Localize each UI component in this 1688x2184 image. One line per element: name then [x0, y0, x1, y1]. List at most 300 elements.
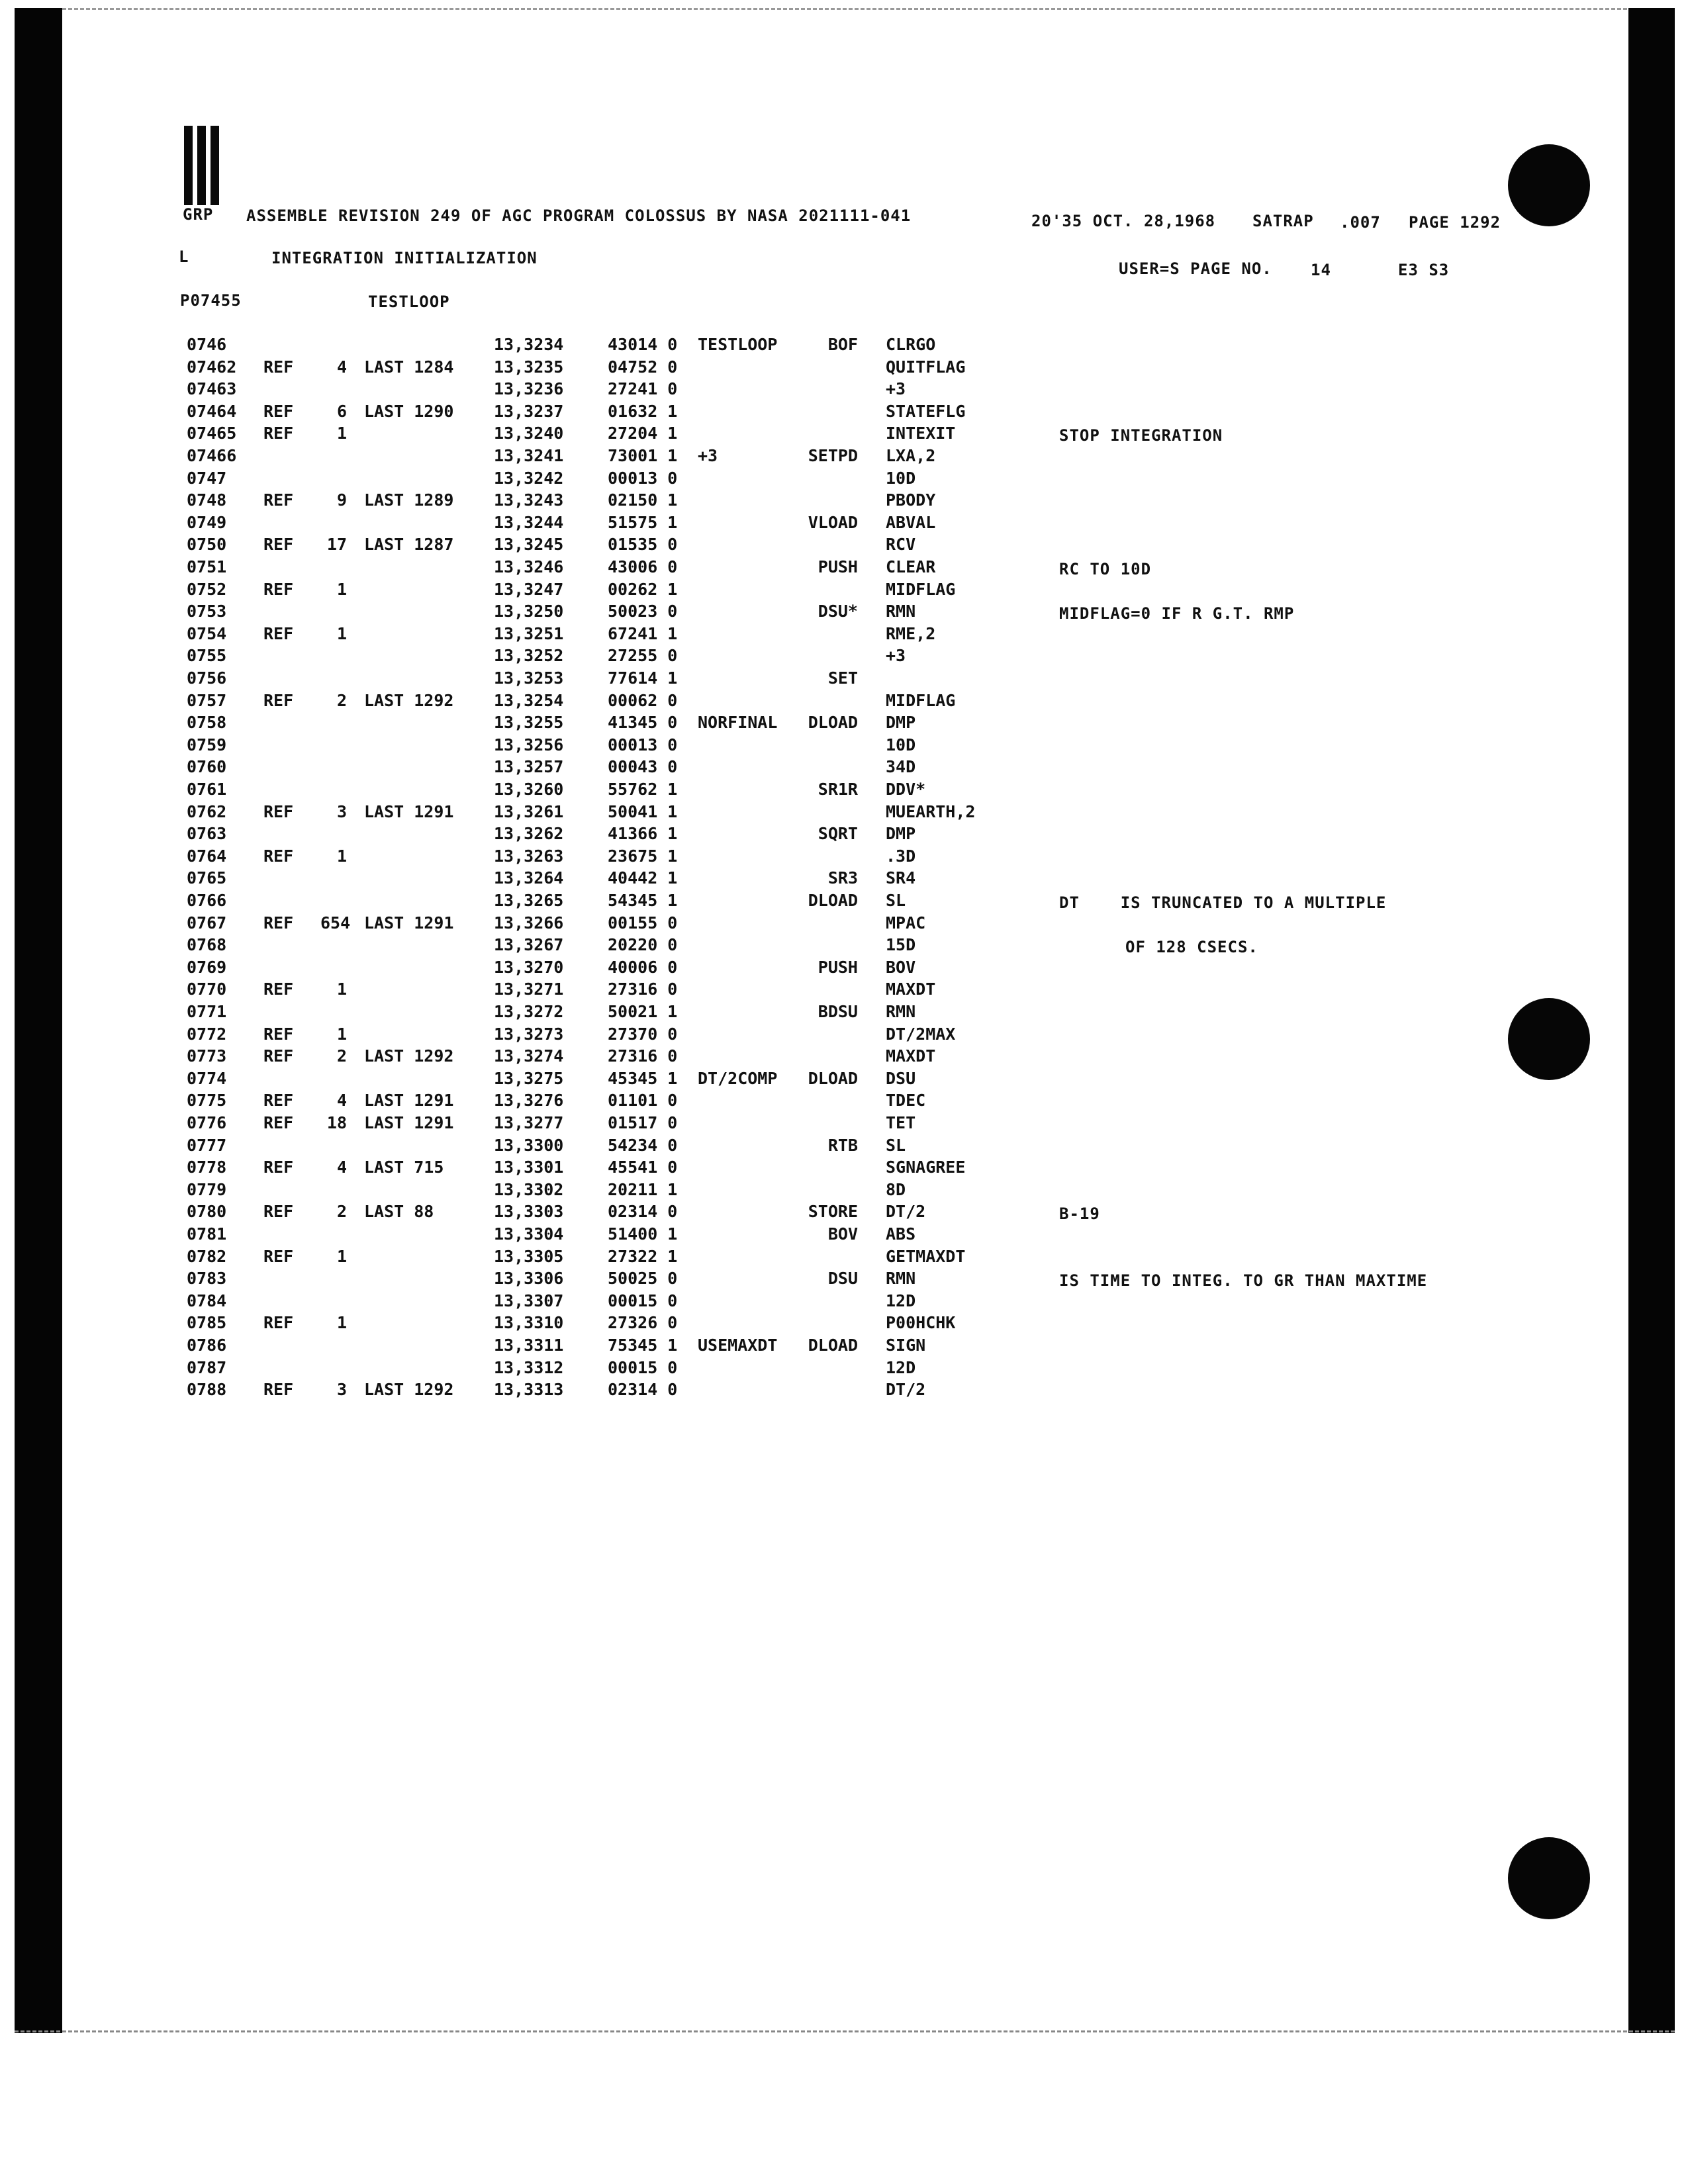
- ref-count: 2: [336, 1046, 347, 1066]
- line-number: 0782: [187, 1246, 227, 1266]
- line-number: 0760: [187, 757, 227, 777]
- ref-marker: REF: [263, 1024, 294, 1044]
- octal-code: 00015 0: [608, 1357, 678, 1377]
- listing-title: ASSEMBLE REVISION 249 OF AGC PROGRAM COLOSSUS BY NASA 2021111-041: [246, 206, 912, 225]
- address: 13,3236: [494, 379, 564, 399]
- operand: 8D: [886, 1179, 906, 1199]
- ref-count: 3: [336, 801, 347, 821]
- line-number: 0759: [187, 735, 227, 754]
- address: 13,3260: [494, 780, 564, 799]
- line-number: 0788: [187, 1380, 227, 1400]
- ref-count: 6: [336, 401, 347, 421]
- address: 13,3265: [494, 891, 564, 910]
- marker-bar: [197, 126, 206, 205]
- operand: MIDFLAG: [886, 579, 956, 599]
- punch-hole-bottom: [1508, 1837, 1590, 1919]
- address: 13,3261: [494, 801, 564, 821]
- ref-count: 4: [336, 1158, 347, 1177]
- ref-marker: REF: [263, 1158, 294, 1177]
- opcode: RTB: [827, 1135, 858, 1155]
- last-ref: LAST 1287: [364, 535, 454, 555]
- octal-code: 00015 0: [608, 1291, 678, 1310]
- address: 13,3244: [494, 512, 564, 532]
- operand: DT/2: [886, 1202, 926, 1222]
- address: 13,3272: [494, 1002, 564, 1021]
- last-ref: LAST 1290: [364, 401, 454, 421]
- section-title: INTEGRATION INITIALIZATION: [271, 249, 538, 267]
- opcode: STORE: [808, 1202, 858, 1222]
- operand: MAXDT: [886, 1046, 936, 1066]
- line-number: 07464: [187, 401, 237, 421]
- symbol-label: NORFINAL: [698, 713, 778, 733]
- opcode: VLOAD: [808, 512, 858, 532]
- p-label: P07455: [180, 291, 242, 310]
- operand: .3D: [886, 846, 916, 866]
- operand: MAXDT: [886, 979, 936, 999]
- address: 13,3276: [494, 1091, 564, 1111]
- octal-code: 67241 1: [608, 623, 678, 643]
- operand: 34D: [886, 757, 916, 777]
- octal-code: 27316 0: [608, 979, 678, 999]
- line-number: 0780: [187, 1202, 227, 1222]
- comment-text: DT IS TRUNCATED TO A MULTIPLE: [1059, 893, 1387, 912]
- operand: RCV: [886, 535, 916, 555]
- octal-code: 43006 0: [608, 557, 678, 576]
- listing-datetime: 20'35 OCT. 28,1968: [1031, 212, 1216, 230]
- address: 13,3245: [494, 535, 564, 555]
- octal-code: 45541 0: [608, 1158, 678, 1177]
- operand: SL: [886, 891, 906, 910]
- symbol-label: TESTLOOP: [698, 335, 778, 354]
- ref-count: 4: [336, 1091, 347, 1111]
- ref-count: 1: [336, 1313, 347, 1333]
- line-number: 0774: [187, 1068, 227, 1088]
- operand: TET: [886, 1113, 916, 1132]
- line-number: 0749: [187, 512, 227, 532]
- ref-count: 654: [320, 913, 351, 933]
- line-number: 0777: [187, 1135, 227, 1155]
- operand: RMN: [886, 602, 916, 621]
- operand: SGNAGREE: [886, 1158, 966, 1177]
- operand: 15D: [886, 935, 916, 955]
- line-number: 0785: [187, 1313, 227, 1333]
- opcode: BOV: [827, 1224, 858, 1244]
- line-number: 0751: [187, 557, 227, 576]
- ref-marker: REF: [263, 1202, 294, 1222]
- address: 13,3313: [494, 1380, 564, 1400]
- octal-code: 27326 0: [608, 1313, 678, 1333]
- octal-code: 27316 0: [608, 1046, 678, 1066]
- operand: RME,2: [886, 623, 936, 643]
- comment-text: RC TO 10D: [1059, 560, 1152, 578]
- last-ref: LAST 1284: [364, 357, 454, 377]
- octal-code: 00262 1: [608, 579, 678, 599]
- l-label: L: [179, 248, 189, 266]
- ref-marker: REF: [263, 1091, 294, 1111]
- octal-code: 50025 0: [608, 1269, 678, 1289]
- opcode: DLOAD: [808, 891, 858, 910]
- last-ref: LAST 1291: [364, 1091, 454, 1111]
- octal-code: 00013 0: [608, 468, 678, 488]
- octal-code: 40006 0: [608, 957, 678, 977]
- address: 13,3267: [494, 935, 564, 955]
- ref-count: 17: [326, 535, 347, 555]
- scan-border-left: [15, 8, 62, 2033]
- line-number: 0758: [187, 713, 227, 733]
- address: 13,3254: [494, 690, 564, 710]
- address: 13,3274: [494, 1046, 564, 1066]
- last-ref: LAST 715: [364, 1158, 444, 1177]
- last-ref: LAST 1292: [364, 690, 454, 710]
- ref-marker: REF: [263, 690, 294, 710]
- ref-marker: REF: [263, 913, 294, 933]
- operand: SIGN: [886, 1336, 926, 1355]
- routine-name: TESTLOOP: [368, 293, 450, 311]
- operand: GETMAXDT: [886, 1246, 966, 1266]
- octal-code: 20220 0: [608, 935, 678, 955]
- operand: +3: [886, 646, 906, 666]
- address: 13,3241: [494, 446, 564, 465]
- line-number: 07466: [187, 446, 237, 465]
- opcode: DSU*: [818, 602, 858, 621]
- address: 13,3237: [494, 401, 564, 421]
- last-ref: LAST 1291: [364, 913, 454, 933]
- operand: RMN: [886, 1269, 916, 1289]
- comment-text: IS TIME TO INTEG. TO GR THAN MAXTIME: [1059, 1271, 1428, 1291]
- ref-marker: REF: [263, 357, 294, 377]
- last-ref: LAST 1291: [364, 801, 454, 821]
- operand: MUEARTH,2: [886, 801, 976, 821]
- operand: CLRGO: [886, 335, 936, 354]
- ref-marker: REF: [263, 424, 294, 443]
- line-number: 0767: [187, 913, 227, 933]
- octal-code: 01632 1: [608, 401, 678, 421]
- address: 13,3246: [494, 557, 564, 576]
- line-number: 07463: [187, 379, 237, 399]
- last-ref: LAST 88: [364, 1202, 434, 1222]
- operand: MPAC: [886, 913, 926, 933]
- octal-code: 45345 1: [608, 1068, 678, 1088]
- ref-marker: REF: [263, 1046, 294, 1066]
- address: 13,3262: [494, 824, 564, 844]
- address: 13,3240: [494, 424, 564, 443]
- ref-marker: REF: [263, 579, 294, 599]
- operand: RMN: [886, 1002, 916, 1021]
- octal-code: 00013 0: [608, 735, 678, 754]
- opcode: PUSH: [818, 557, 858, 576]
- line-number: 0762: [187, 801, 227, 821]
- page-number: PAGE 1292: [1409, 213, 1501, 232]
- address: 13,3305: [494, 1246, 564, 1266]
- line-number: 07465: [187, 424, 237, 443]
- ref-marker: REF: [263, 1246, 294, 1266]
- address: 13,3307: [494, 1291, 564, 1310]
- line-number: 0768: [187, 935, 227, 955]
- address: 13,3301: [494, 1158, 564, 1177]
- comment-text: OF 128 CSECS.: [1125, 938, 1258, 957]
- tractor-feed-edge-bottom: [15, 2030, 1675, 2035]
- operand: SL: [886, 1135, 906, 1155]
- octal-code: 04752 0: [608, 357, 678, 377]
- octal-code: 20211 1: [608, 1179, 678, 1199]
- line-number: 0786: [187, 1336, 227, 1355]
- address: 13,3257: [494, 757, 564, 777]
- line-number: 0770: [187, 979, 227, 999]
- comment-text: STOP INTEGRATION: [1059, 426, 1223, 445]
- line-number: 0771: [187, 1002, 227, 1021]
- line-number: 0756: [187, 668, 227, 688]
- address: 13,3264: [494, 868, 564, 888]
- opcode: DLOAD: [808, 1068, 858, 1088]
- address: 13,3302: [494, 1179, 564, 1199]
- comment-text: B-19: [1059, 1205, 1100, 1224]
- ref-marker: REF: [263, 979, 294, 999]
- operand: MIDFLAG: [886, 690, 956, 710]
- line-number: 0761: [187, 780, 227, 799]
- octal-code: 02150 1: [608, 490, 678, 510]
- ref-count: 1: [336, 424, 347, 443]
- marker-bar: [184, 126, 193, 205]
- octal-code: 02314 0: [608, 1380, 678, 1400]
- octal-code: 75345 1: [608, 1336, 678, 1355]
- last-ref: LAST 1292: [364, 1380, 454, 1400]
- operand: LXA,2: [886, 446, 936, 465]
- operand: 10D: [886, 735, 916, 754]
- user-page-label: USER=S PAGE NO.: [1119, 259, 1272, 278]
- address: 13,3275: [494, 1068, 564, 1088]
- operand: PBODY: [886, 490, 936, 510]
- address: 13,3242: [494, 468, 564, 488]
- address: 13,3256: [494, 735, 564, 754]
- line-number: 0772: [187, 1024, 227, 1044]
- octal-code: 55762 1: [608, 780, 678, 799]
- octal-code: 51400 1: [608, 1224, 678, 1244]
- scan-border-right: [1628, 8, 1675, 2033]
- ref-count: 1: [336, 979, 347, 999]
- address: 13,3266: [494, 913, 564, 933]
- opcode: SR3: [827, 868, 858, 888]
- line-number: 0752: [187, 579, 227, 599]
- operand: DT/2MAX: [886, 1024, 956, 1044]
- address: 13,3270: [494, 957, 564, 977]
- opcode: SETPD: [808, 446, 858, 465]
- line-number: 0775: [187, 1091, 227, 1111]
- address: 13,3263: [494, 846, 564, 866]
- operand: ABS: [886, 1224, 916, 1244]
- listing-satrap: SATRAP: [1252, 212, 1314, 230]
- octal-code: 50041 1: [608, 801, 678, 821]
- octal-code: 01535 0: [608, 535, 678, 555]
- opcode: BOF: [827, 335, 858, 354]
- operand: TDEC: [886, 1091, 926, 1111]
- octal-code: 00155 0: [608, 913, 678, 933]
- ref-count: 1: [336, 846, 347, 866]
- address: 13,3252: [494, 646, 564, 666]
- opcode: SR1R: [818, 780, 858, 799]
- line-number: 0755: [187, 646, 227, 666]
- address: 13,3304: [494, 1224, 564, 1244]
- ref-marker: REF: [263, 846, 294, 866]
- ref-count: 2: [336, 690, 347, 710]
- address: 13,3306: [494, 1269, 564, 1289]
- octal-code: 54234 0: [608, 1135, 678, 1155]
- line-number: 0753: [187, 602, 227, 621]
- octal-code: 27322 1: [608, 1246, 678, 1266]
- octal-code: 00062 0: [608, 690, 678, 710]
- punch-hole-top: [1508, 144, 1590, 226]
- address: 13,3303: [494, 1202, 564, 1222]
- octal-code: 40442 1: [608, 868, 678, 888]
- line-number: 0746: [187, 335, 227, 354]
- line-number: 0754: [187, 623, 227, 643]
- line-number: 07462: [187, 357, 237, 377]
- address: 13,3277: [494, 1113, 564, 1132]
- line-number: 0765: [187, 868, 227, 888]
- ref-marker: REF: [263, 623, 294, 643]
- line-number: 0748: [187, 490, 227, 510]
- octal-code: 50021 1: [608, 1002, 678, 1021]
- octal-code: 01517 0: [608, 1113, 678, 1132]
- symbol-label: DT/2COMP: [698, 1068, 778, 1088]
- operand: P00HCHK: [886, 1313, 956, 1333]
- octal-code: 27241 0: [608, 379, 678, 399]
- octal-code: 51575 1: [608, 512, 678, 532]
- ref-count: 1: [336, 579, 347, 599]
- operand: INTEXIT: [886, 424, 956, 443]
- octal-code: 27255 0: [608, 646, 678, 666]
- line-number: 0769: [187, 957, 227, 977]
- address: 13,3255: [494, 713, 564, 733]
- comment-text: MIDFLAG=0 IF R G.T. RMP: [1059, 604, 1295, 623]
- octal-code: 73001 1: [608, 446, 678, 465]
- last-ref: LAST 1291: [364, 1113, 454, 1132]
- octal-code: 23675 1: [608, 846, 678, 866]
- operand: QUITFLAG: [886, 357, 966, 377]
- line-number: 0787: [187, 1357, 227, 1377]
- address: 13,3300: [494, 1135, 564, 1155]
- ref-count: 2: [336, 1202, 347, 1222]
- octal-code: 77614 1: [608, 668, 678, 688]
- opcode: DLOAD: [808, 1336, 858, 1355]
- user-page-number: 14: [1311, 261, 1331, 279]
- address: 13,3250: [494, 602, 564, 621]
- last-ref: LAST 1292: [364, 1046, 454, 1066]
- ref-count: 18: [326, 1113, 347, 1132]
- ref-marker: REF: [263, 490, 294, 510]
- octal-code: 01101 0: [608, 1091, 678, 1111]
- operand: SR4: [886, 868, 916, 888]
- opcode: BDSU: [818, 1002, 858, 1021]
- operand: BOV: [886, 957, 916, 977]
- line-number: 0757: [187, 690, 227, 710]
- opcode: SQRT: [818, 824, 858, 844]
- grp-label: GRP: [183, 205, 214, 224]
- operand: DT/2: [886, 1380, 926, 1400]
- address: 13,3235: [494, 357, 564, 377]
- tractor-feed-edge-top: [15, 8, 1675, 14]
- marker-bar: [211, 126, 219, 205]
- opcode: DSU: [827, 1269, 858, 1289]
- line-number: 0747: [187, 468, 227, 488]
- address: 13,3273: [494, 1024, 564, 1044]
- operand: 12D: [886, 1291, 916, 1310]
- symbol-label: +3: [698, 446, 718, 465]
- line-number: 0781: [187, 1224, 227, 1244]
- ref-count: 1: [336, 1024, 347, 1044]
- operand: DDV*: [886, 780, 926, 799]
- line-number: 0763: [187, 824, 227, 844]
- operand: ABVAL: [886, 512, 936, 532]
- octal-code: 54345 1: [608, 891, 678, 910]
- line-number: 0766: [187, 891, 227, 910]
- operand: 10D: [886, 468, 916, 488]
- ref-count: 1: [336, 623, 347, 643]
- octal-code: 41366 1: [608, 824, 678, 844]
- address: 13,3243: [494, 490, 564, 510]
- opcode: SET: [827, 668, 858, 688]
- address: 13,3311: [494, 1336, 564, 1355]
- ref-marker: REF: [263, 535, 294, 555]
- ref-marker: REF: [263, 401, 294, 421]
- line-number: 0783: [187, 1269, 227, 1289]
- ref-marker: REF: [263, 801, 294, 821]
- operand: DMP: [886, 824, 916, 844]
- octal-code: 27204 1: [608, 424, 678, 443]
- octal-code: 00043 0: [608, 757, 678, 777]
- listing-version: .007: [1340, 213, 1381, 232]
- opcode: PUSH: [818, 957, 858, 977]
- line-number: 0764: [187, 846, 227, 866]
- line-number: 0779: [187, 1179, 227, 1199]
- ref-marker: REF: [263, 1313, 294, 1333]
- operand: +3: [886, 379, 906, 399]
- address: 13,3310: [494, 1313, 564, 1333]
- octal-code: 43014 0: [608, 335, 678, 354]
- last-ref: LAST 1289: [364, 490, 454, 510]
- ref-marker: REF: [263, 1113, 294, 1132]
- octal-code: 50023 0: [608, 602, 678, 621]
- opcode: DLOAD: [808, 713, 858, 733]
- ref-count: 3: [336, 1380, 347, 1400]
- ref-count: 9: [336, 490, 347, 510]
- address: 13,3251: [494, 623, 564, 643]
- punch-hole-middle: [1508, 998, 1590, 1080]
- operand: CLEAR: [886, 557, 936, 576]
- address: 13,3247: [494, 579, 564, 599]
- octal-code: 41345 0: [608, 713, 678, 733]
- operand: DMP: [886, 713, 916, 733]
- line-number: 0776: [187, 1113, 227, 1132]
- ref-marker: REF: [263, 1380, 294, 1400]
- ref-count: 4: [336, 357, 347, 377]
- address: 13,3271: [494, 979, 564, 999]
- operand: DSU: [886, 1068, 916, 1088]
- octal-code: 02314 0: [608, 1202, 678, 1222]
- address: 13,3253: [494, 668, 564, 688]
- symbol-label: USEMAXDT: [698, 1336, 778, 1355]
- line-number: 0773: [187, 1046, 227, 1066]
- address: 13,3312: [494, 1357, 564, 1377]
- marker-bars: [184, 126, 221, 205]
- line-number: 0750: [187, 535, 227, 555]
- line-number: 0784: [187, 1291, 227, 1310]
- operand: 12D: [886, 1357, 916, 1377]
- operand: STATEFLG: [886, 401, 966, 421]
- e3s3-label: E3 S3: [1398, 261, 1450, 279]
- octal-code: 27370 0: [608, 1024, 678, 1044]
- ref-count: 1: [336, 1246, 347, 1266]
- address: 13,3234: [494, 335, 564, 354]
